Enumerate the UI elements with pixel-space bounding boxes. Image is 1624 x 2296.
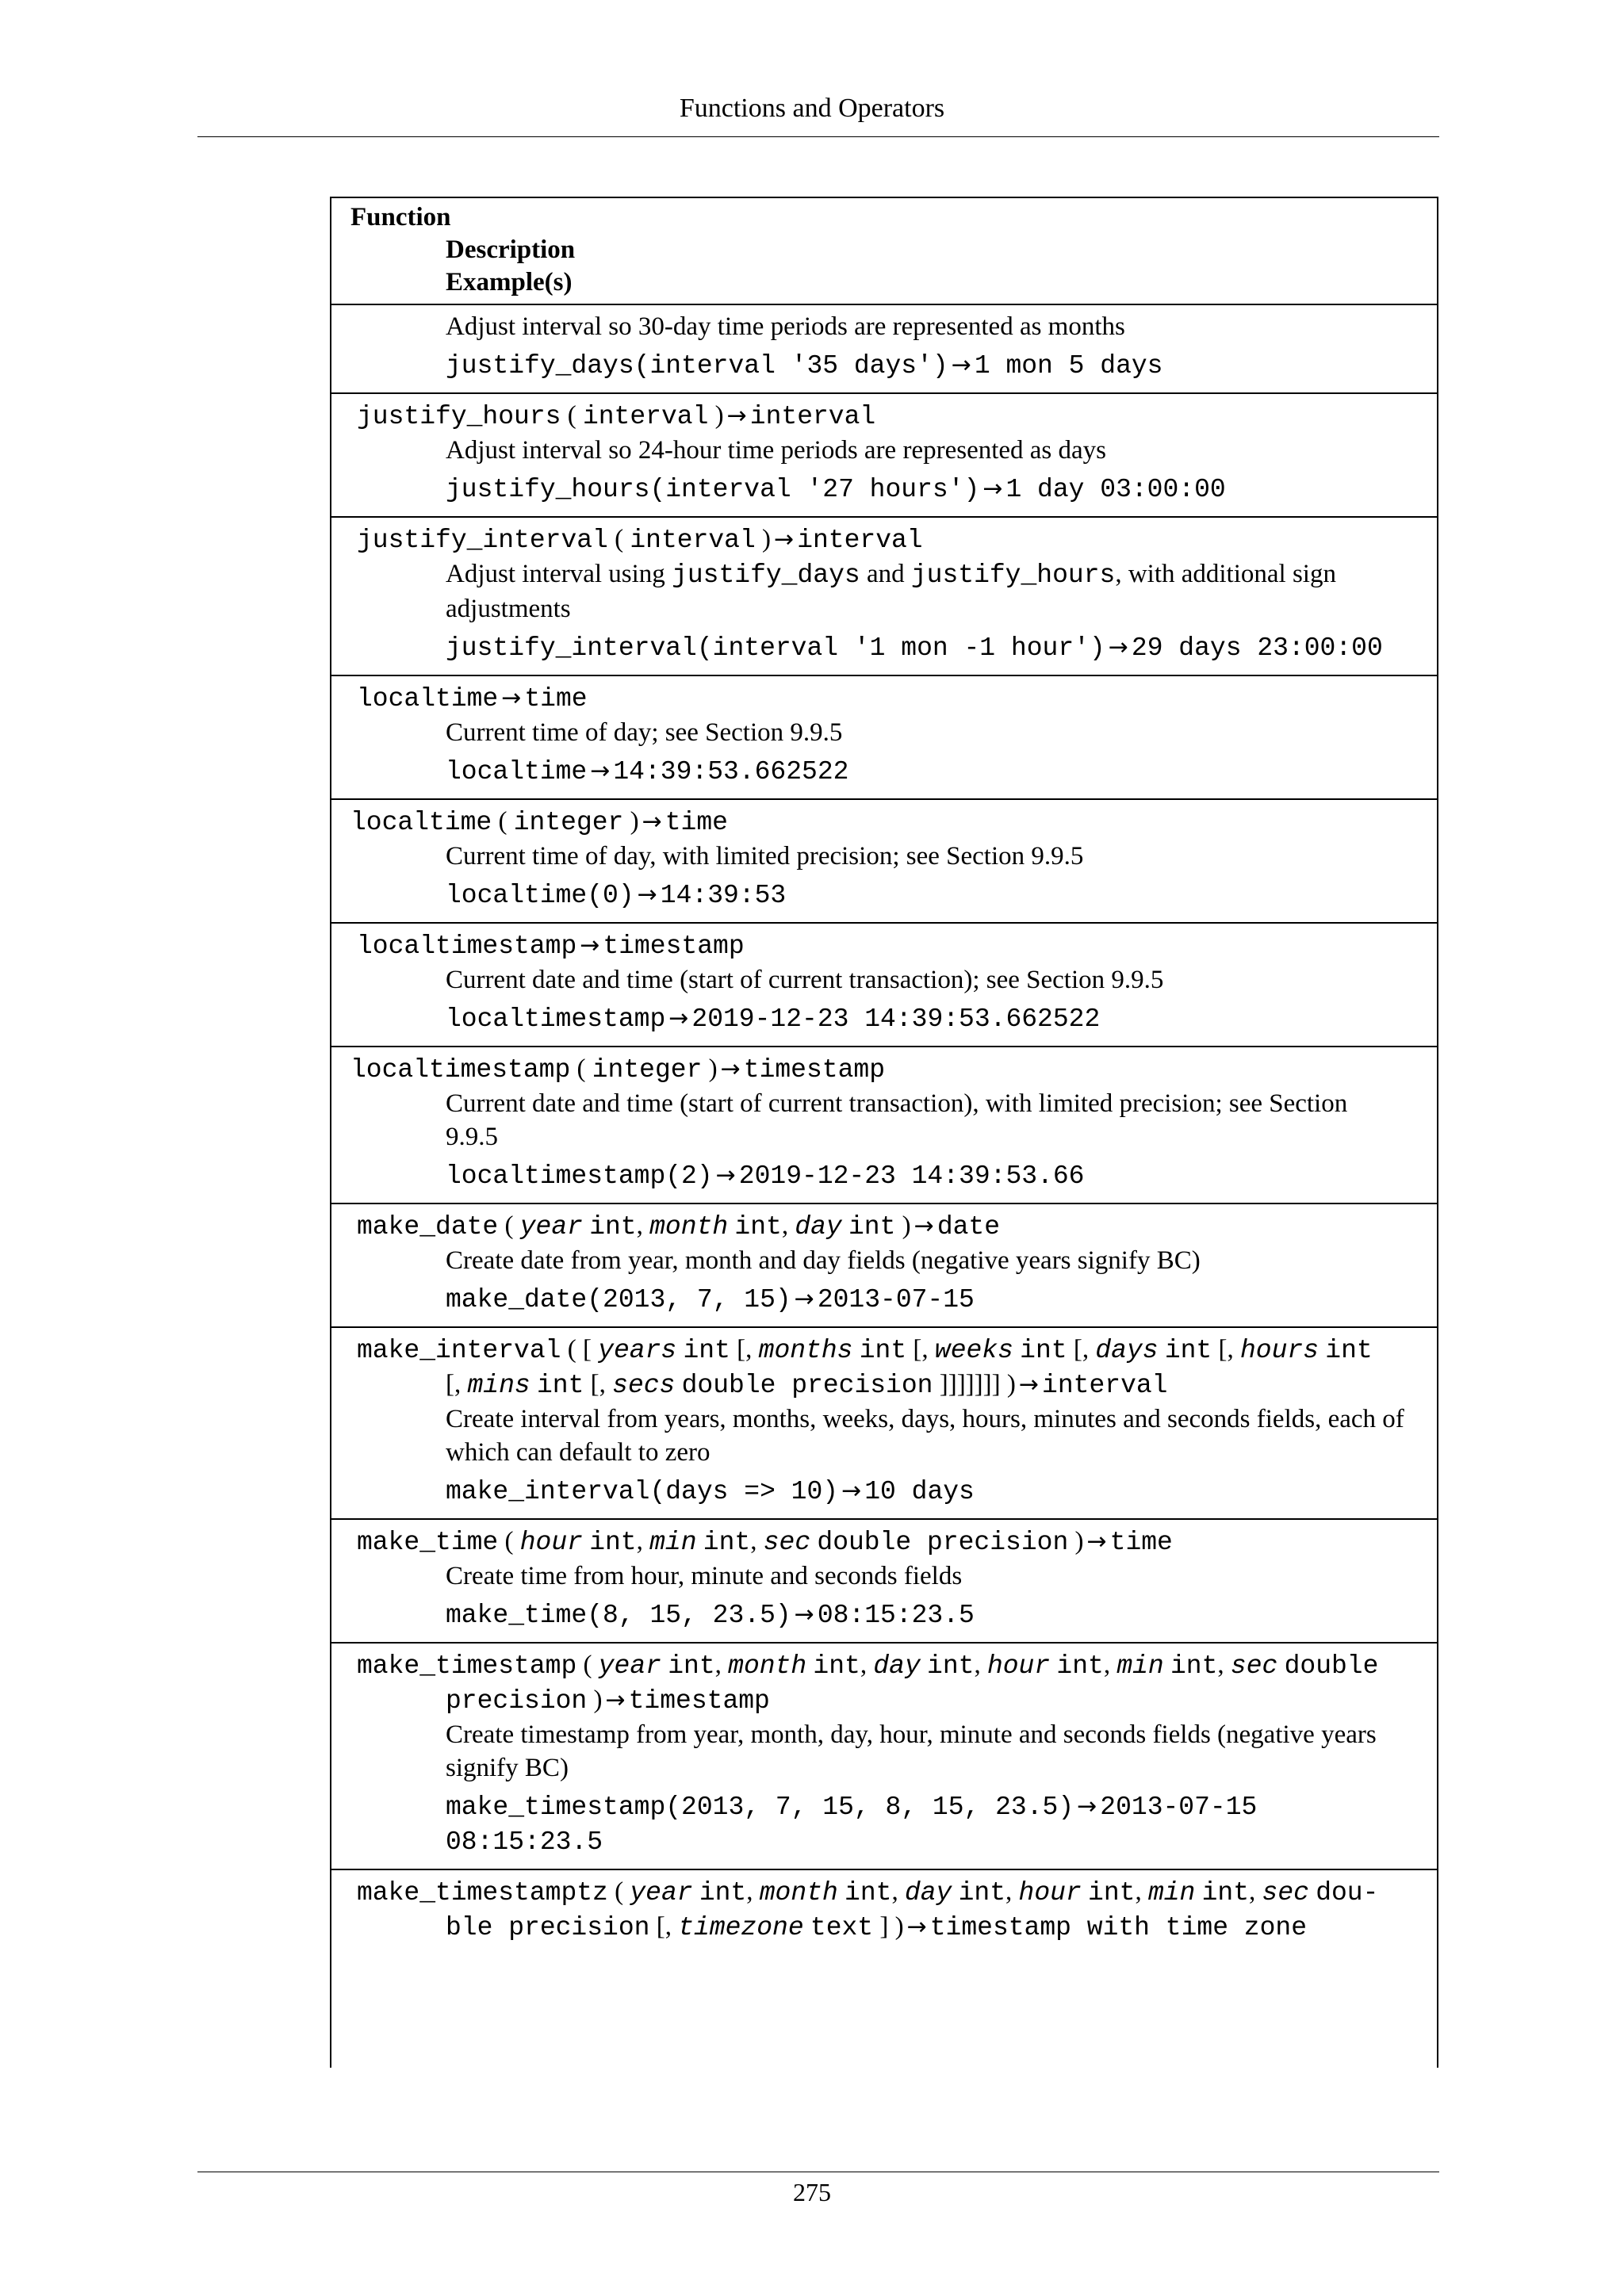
- function-description: Adjust interval so 24-hour time periods are represented as days: [446, 436, 1107, 465]
- function-description: Create time from hour, minute and seconds fields: [446, 1562, 963, 1590]
- function-example: localtimestamp(2) → 2019-12-23 14:39:53.66: [446, 1161, 1085, 1191]
- function-description: Create interval from years, months, weeks, days, hours, minutes and seconds fields, each of which can default to zero: [446, 1405, 1404, 1467]
- function-signature: justify_hours ( interval ) → interval: [357, 401, 876, 431]
- table-row: [331, 1644, 1437, 1870]
- functions-table: [330, 197, 1438, 2068]
- function-description: Current time of day, with limited precision; see Section 9.9.5: [446, 842, 1084, 871]
- function-description: Current date and time (start of current transaction), with limited precision; see Section 9.9.5: [446, 1089, 1348, 1151]
- table-row: [331, 1520, 1437, 1644]
- table-row: [331, 1870, 1437, 1954]
- table-row: [331, 1328, 1437, 1520]
- function-signature: make_time ( hour int, min int, sec double precision ) → time: [357, 1527, 1173, 1557]
- function-description: Adjust interval so 30-day time periods are represented as months: [446, 312, 1125, 341]
- function-example: make_time(8, 15, 23.5) → 08:15:23.5: [446, 1601, 975, 1630]
- function-example: make_date(2013, 7, 15) → 2013-07-15: [446, 1285, 975, 1314]
- function-example: make_interval(days => 10) → 10 days: [446, 1477, 975, 1506]
- function-description: Create timestamp from year, month, day, hour, minute and seconds fields (negative years signify BC): [446, 1720, 1377, 1782]
- function-signature: make_date ( year int, month int, day int ) → date: [357, 1211, 1001, 1242]
- function-example: localtime → 14:39:53.662522: [446, 757, 849, 786]
- table-row: [331, 1047, 1437, 1204]
- table-row: [331, 394, 1437, 518]
- function-signature: localtime ( integer ) → time: [350, 807, 728, 837]
- function-example: justify_days(interval '35 days') → 1 mon 5 days: [446, 351, 1163, 381]
- function-example: localtimestamp → 2019-12-23 14:39:53.662522: [446, 1004, 1101, 1034]
- function-example: justify_hours(interval '27 hours') → 1 day 03:00:00: [446, 475, 1226, 504]
- table-row: [331, 305, 1437, 394]
- function-description: Adjust interval using justify_days and justify_hours, with additional sign adjustments: [446, 560, 1336, 623]
- function-description: Current date and time (start of current transaction); see Section 9.9.5: [446, 966, 1164, 994]
- function-description: Create date from year, month and day fields (negative years signify BC): [446, 1246, 1201, 1275]
- running-header: Functions and Operators: [679, 94, 945, 123]
- table-header: [331, 198, 1437, 305]
- header-description: Description: [446, 235, 576, 264]
- table-row: [331, 518, 1437, 676]
- function-signature: localtimestamp ( integer ) → timestamp: [350, 1054, 885, 1085]
- function-example: localtime(0) → 14:39:53: [446, 881, 787, 910]
- function-example: make_timestamp(2013, 7, 15, 8, 15, 23.5) → 2013-07-15 08:15:23.5: [446, 1793, 1258, 1857]
- page-number: 275: [793, 2178, 831, 2206]
- function-description: Current time of day; see Section 9.9.5: [446, 718, 843, 747]
- function-signature: localtime → time: [357, 684, 588, 714]
- table-row: [331, 800, 1437, 924]
- function-signature: justify_interval ( interval ) → interval: [357, 525, 923, 555]
- header-rule: [197, 136, 1439, 137]
- table-row: [331, 1204, 1437, 1328]
- function-signature: make_timestamptz ( year int, month int, day int, hour int, min int, sec dou- ble precision [, timezone text ] ) → timestamp with time zone: [357, 1877, 1379, 1942]
- function-signature: make_interval ( [ years int [, months int [, weeks int [, days int [, hours int [, mins int [, secs double precision ]]]]]]] ) → interval: [357, 1335, 1373, 1400]
- function-example: justify_interval(interval '1 mon -1 hour') → 29 days 23:00:00: [446, 633, 1383, 663]
- table-row: [331, 924, 1437, 1047]
- function-signature: make_timestamp ( year int, month int, day int, hour int, min int, sec double precision ) → timestamp: [357, 1651, 1379, 1716]
- table-row: [331, 676, 1437, 800]
- function-signature: localtimestamp → timestamp: [357, 932, 745, 961]
- header-function: Function: [350, 203, 451, 232]
- header-examples: Example(s): [446, 268, 573, 297]
